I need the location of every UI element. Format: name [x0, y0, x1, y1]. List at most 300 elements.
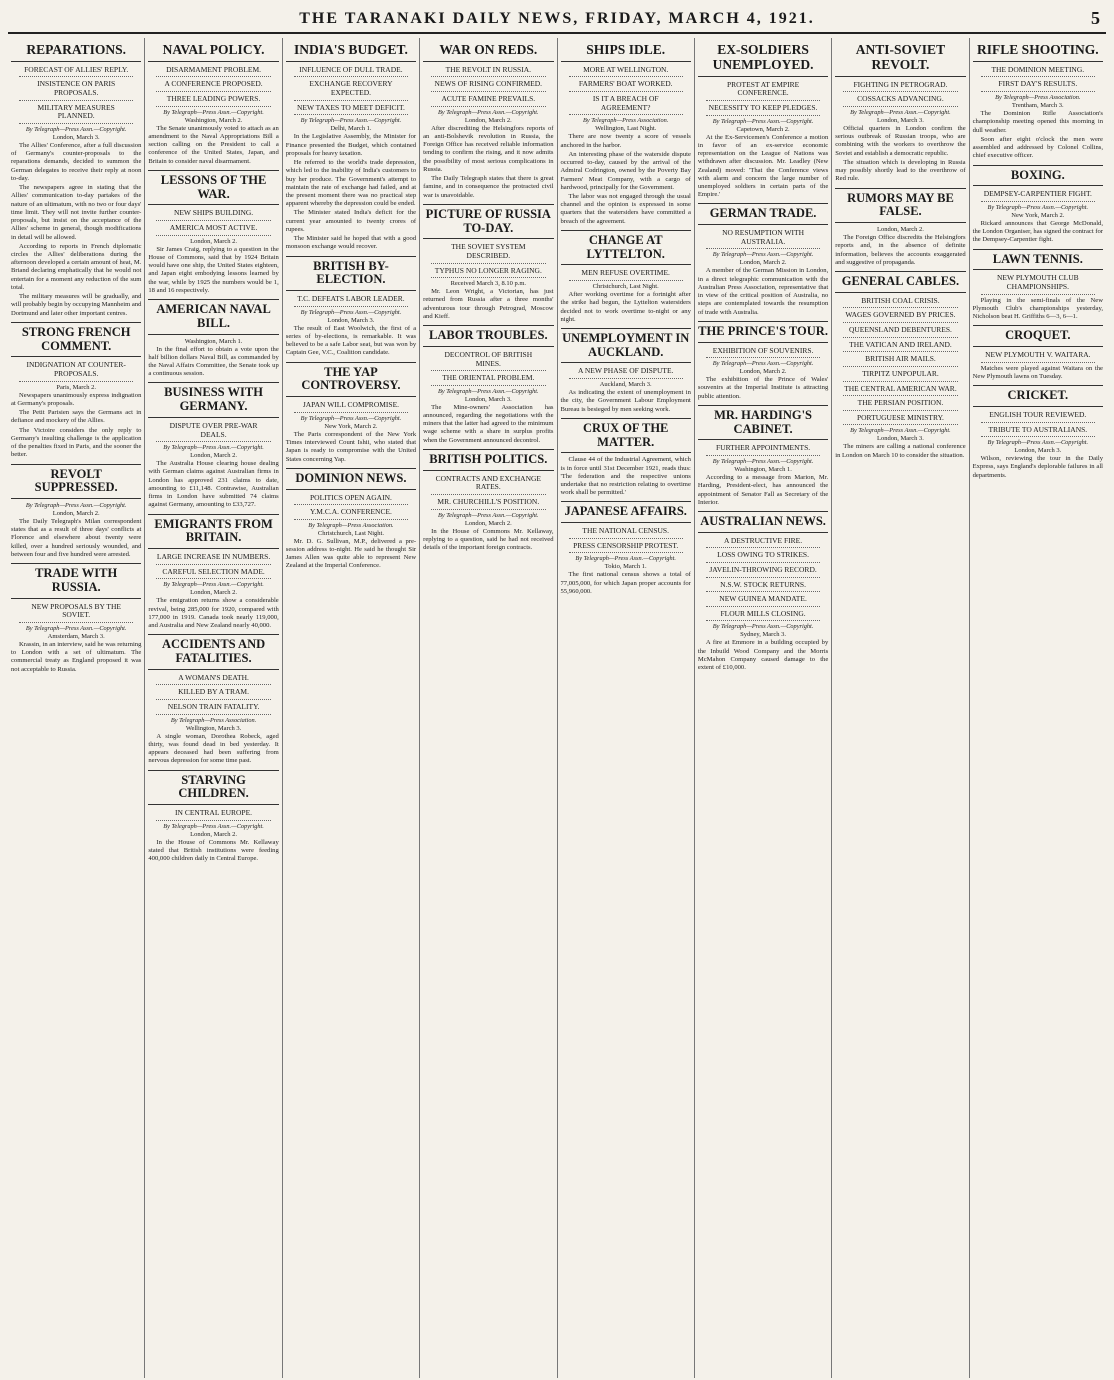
article-subheading: NEW SHIPS BUILDING. — [156, 208, 270, 221]
article-dateline: London, March 3. — [876, 435, 924, 443]
article-subheading: THE PERSIAN POSITION. — [843, 398, 957, 411]
article-paragraph: The Daily Telegraph states that there is great famine, and in consequence the protracted civil war is unavoidable. — [423, 175, 554, 199]
article-headline: REVOLT SUPPRESSED. — [11, 464, 141, 500]
article — [286, 40, 416, 252]
article-subheading: NELSON TRAIN FATALITY. — [156, 702, 270, 715]
article-headline: STRONG FRENCH COMMENT. — [11, 322, 141, 358]
article-byline: By Telegraph—Press Assn.—Copyright. — [25, 624, 127, 632]
article — [286, 362, 416, 464]
article-byline: By Telegraph—Press Assn.—Copyright. — [25, 125, 127, 133]
article-paragraph: There are now twenty a score of vessels anchored in the harbor. — [560, 133, 691, 149]
article — [698, 321, 828, 401]
article — [561, 501, 691, 596]
masthead-title: THE TARANAKI DAILY NEWS, FRIDAY, MARCH 4, 1921. — [299, 10, 815, 27]
article-dateline: London, March 2. — [876, 226, 924, 234]
article-subheading: JAPAN WILL COMPROMISE. — [294, 400, 408, 413]
article-body — [698, 639, 828, 672]
article-paragraph: The Minister stated India's deficit for the current year amounted to twenty crores of rupees. — [285, 209, 417, 233]
article — [561, 418, 691, 498]
columns — [8, 38, 1106, 1378]
article-body — [11, 142, 141, 318]
article-byline: By Telegraph—Press Assn.—Copyright. — [300, 117, 402, 125]
article-subheading: THE DOMINION MEETING. — [981, 65, 1095, 78]
article-byline: By Telegraph—Press Assn.—Copyright. — [712, 251, 814, 259]
article-body — [973, 365, 1103, 381]
article-paragraph: A member of the German Mission in London, in a direct telegraphic communication with the Australian Press Association, representative that in view of the critical position of Australia, no steps are contemplated towards the resumption of trade with Australia. — [697, 267, 829, 316]
article-subheading: A DESTRUCTIVE FIRE. — [706, 536, 820, 549]
article-subheading: FIRST DAY'S RESULTS. — [981, 79, 1095, 92]
article-dateline: London, March 2. — [190, 589, 238, 597]
article-headline: PICTURE OF RUSSIA TO-DAY. — [423, 204, 553, 240]
article-subheading: MR. CHURCHILL'S POSITION. — [431, 497, 545, 510]
article-subheading: NEW PLYMOUTH V. WAITARA. — [981, 350, 1095, 363]
article-headline: CRICKET. — [973, 385, 1103, 407]
article-paragraph: After discrediting the Helsingfors reports of an anti-Bolshevik revolution in Russia, the Foreign Office has received reliable information tending to confirm the rising, and it now admits the possibility of most serious complications in Russia. — [423, 124, 554, 173]
article-subheading: FURTHER APPOINTMENTS. — [706, 443, 820, 456]
article-subheading: EXHIBITION OF SOUVENIRS. — [706, 346, 820, 359]
article-dateline: Delhi, March 1. — [330, 125, 372, 133]
article-paragraph: At the Ex-Servicemen's Conference a motion in favor of an ex-service economic representation on the League of Nations was withdrawn after discussion. Mr. Leadley (New Zealand) moved: 'That the Conference views with alarm and concern the large number of unemployed soldiers in certain parts of the Empire.' — [697, 133, 829, 199]
article-body — [286, 325, 416, 358]
article — [11, 40, 141, 318]
article-subheading: A CONFERENCE PROPOSED. — [156, 79, 270, 92]
article-dateline: London, March 3. — [876, 116, 924, 124]
article-headline: EMIGRANTS FROM BRITAIN. — [148, 514, 278, 550]
article-subheading: MILITARY MEASURES PLANNED. — [19, 103, 133, 124]
article-dateline: Washington, March 1. — [734, 466, 792, 474]
article-subheading: A WOMAN'S DEATH. — [156, 673, 270, 686]
article-dateline: Capetown, March 2. — [736, 125, 790, 133]
article-subheading: THREE LEADING POWERS. — [156, 94, 270, 107]
article-subheading: NEW PROPOSALS BY THE SOVIET. — [19, 602, 133, 623]
article-dateline: Amsterdam, March 3. — [47, 632, 105, 640]
article-subheading: Y.M.C.A. CONFERENCE. — [294, 507, 408, 520]
article-byline: By Telegraph—Press Assn.—Copyright. — [987, 203, 1089, 211]
article-subheading: DECONTROL OF BRITISH MINES. — [431, 350, 545, 371]
article-paragraph: The result of East Woolwich, the first of a series of by-elections, is remarkable. It was believed to be a safe Labor seat, but was won by Captain Gee, V.C., Coalition candidate. — [285, 324, 417, 357]
article-subheading: IS IT A BREACH OF AGREEMENT? — [569, 94, 683, 115]
article-subheading: EXCHANGE RECOVERY EXPECTED. — [294, 79, 408, 100]
article-subheading: INSISTENCE ON PARIS PROPOSALS. — [19, 79, 133, 100]
article-subheading: TIRPITZ UNPOPULAR. — [843, 369, 957, 382]
article-body — [286, 431, 416, 464]
article-headline: CROQUET. — [973, 325, 1103, 347]
article — [973, 165, 1103, 245]
article — [561, 40, 691, 226]
article-headline: THE YAP CONTROVERSY. — [286, 362, 416, 398]
article — [11, 322, 141, 460]
article-subheading: ENGLISH TOUR REVIEWED. — [981, 410, 1095, 423]
article-headline: RIFLE SHOOTING. — [973, 40, 1103, 62]
article-dateline: New York, March 2. — [1011, 211, 1065, 219]
article-byline: By Telegraph—Press Assn.—Copyright. — [163, 822, 264, 830]
article-headline: LESSONS OF THE WAR. — [148, 170, 278, 206]
article — [423, 40, 553, 200]
article-paragraph: Wilson, reviewing the tour in the Daily Express, says England's deplorable failures in all departments. — [972, 455, 1103, 479]
article — [835, 40, 965, 184]
article — [148, 40, 278, 166]
article-subheading: FARMERS' BOAT WORKED. — [569, 79, 683, 92]
column-4 — [420, 38, 557, 1378]
article-subheading: ACUTE FAMINE PREVAILS. — [431, 94, 545, 107]
article-paragraph: A single woman, Dorothea Robeck, aged thirty, was found dead in bed yesterday. It appears deceased had been suffering from nervous depression for some time past. — [148, 732, 279, 765]
article-subheading: NEW TAXES TO MEET DEFICIT. — [294, 103, 408, 116]
article-dateline: London, March 3. — [464, 395, 512, 403]
article-byline: By Telegraph—Press Assn.—Copyright. — [712, 623, 814, 631]
article-paragraph: The Dominion Rifle Association's championship meeting opened this morning in dull weather. — [972, 110, 1103, 134]
article-byline: By Telegraph—Press Assn.—Copyright. — [163, 108, 264, 116]
article-subheading: LARGE INCREASE IN NUMBERS. — [156, 552, 270, 565]
article-body — [561, 133, 691, 226]
article-dateline: Christchurch, Last Night. — [317, 529, 384, 537]
article-paragraph: The Minister said he hoped that with a good monsoon exchange would recover. — [285, 235, 417, 251]
article-headline: MR. HARDING'S CABINET. — [698, 405, 828, 441]
article-subheading: THE NATIONAL CENSUS. — [569, 526, 683, 539]
column-5 — [558, 38, 695, 1378]
article-dateline: London, March 2. — [739, 368, 787, 376]
article — [835, 188, 965, 267]
article-body — [148, 460, 278, 509]
article-paragraph: The miners are calling a national conference in London on March 10 to consider the situation. — [835, 443, 966, 459]
article-subheading: FIGHTING IN PETROGRAD. — [843, 80, 957, 93]
article-byline: By Telegraph—Press Assn.—Copyright. — [712, 360, 814, 368]
article-subheading: BRITISH AIR MAILS. — [843, 354, 957, 367]
article-subheading: FLOUR MILLS CLOSING. — [706, 609, 820, 622]
article-dateline: London, March 2. — [739, 259, 787, 267]
article-subheading: THE ORIENTAL PROBLEM. — [431, 373, 545, 386]
article-dateline: Tokio, March 1. — [604, 563, 647, 571]
article-byline: By Telegraph—Press Assn.—Copyright. — [163, 444, 264, 452]
article-body — [561, 291, 691, 324]
article-paragraph: He referred to the world's trade depression, which led to the inability of India's customers to buy her produce. The Government's attempt to maintain the rate of exchange had failed, and at the present moment there was no practical step apparent whereby the depression could be ended. — [285, 159, 417, 208]
article-subheading: TRIBUTE TO AUSTRALIANS. — [981, 425, 1095, 438]
article-subheading: THE CENTRAL AMERICAN WAR. — [843, 384, 957, 397]
article-body — [11, 392, 141, 460]
column-8 — [970, 38, 1106, 1378]
article-byline: By Telegraph—Press Assn.—Copyright. — [987, 439, 1089, 447]
article-body — [423, 125, 553, 200]
article-byline: By Telegraph—Press Assn.—Copyright. — [850, 108, 951, 116]
article-subheading: AMERICA MOST ACTIVE. — [156, 223, 270, 236]
article — [973, 385, 1103, 480]
article-byline: By Telegraph—Press Assn.—Copyright. — [300, 308, 402, 316]
article-paragraph: According to reports in French diplomatic circles the Allies' deliberations during the afternoon developed a certain amount of heat, M. Briand declaring emphatically that he would not entertain for a moment any reduction of the sum total. — [11, 242, 142, 291]
article-headline: GENERAL CABLES. — [835, 271, 965, 293]
article — [561, 230, 691, 324]
article-byline: By Telegraph—Press Association. — [995, 94, 1081, 102]
article — [561, 328, 691, 414]
article-paragraph: In the House of Commons Mr. Kellaway, replying to a question, said he had not received details of the important foreign contracts. — [423, 527, 554, 552]
article-body — [973, 455, 1103, 480]
article-headline: AMERICAN NAVAL BILL. — [148, 299, 278, 335]
article-dateline: Wellington, Last Night. — [595, 125, 657, 133]
article-headline: CRUX OF THE MATTER. — [561, 418, 691, 454]
article — [973, 325, 1103, 381]
article-byline: By Telegraph—Press Assn.—Copyright. — [438, 387, 539, 395]
article — [423, 204, 553, 321]
article-headline: THE PRINCE'S TOUR. — [698, 321, 828, 343]
article — [148, 770, 278, 864]
article — [973, 40, 1103, 161]
article-paragraph: Mr. D. G. Sullivan, M.P., delivered a pre-session address to-night. He said he thought Sir James Allen was quite able to represent New Zealand at the Imperial Conference. — [285, 537, 417, 570]
article-subheading: BRITISH COAL CRISIS. — [843, 296, 957, 309]
article-paragraph: After working overtime for a fortnight after the strike had begun, the Lyttelton watersiders decided not to work overtime to-night or any night. — [560, 291, 691, 323]
article-subheading: PORTUGUESE MINISTRY. — [843, 413, 957, 426]
article-body — [973, 220, 1103, 245]
article-paragraph: A fire at Emmore in a building occupied by the Inbuild Wood Company and the Morris McMahon Company caused damage to the extent of £10,000. — [697, 639, 829, 672]
article — [148, 299, 278, 378]
article — [698, 40, 828, 199]
article-headline: LAWN TENNIS. — [973, 249, 1103, 271]
article-headline: BUSINESS WITH GERMANY. — [148, 382, 278, 418]
article-body — [286, 133, 416, 251]
article-body — [148, 597, 278, 630]
article-byline: By Telegraph—Press Association. — [583, 117, 669, 125]
article — [148, 170, 278, 295]
article-headline: WAR ON REDS. — [423, 40, 553, 62]
column-2 — [145, 38, 282, 1378]
article-body — [423, 528, 553, 553]
article-body — [835, 443, 965, 459]
article-paragraph: The labor was not engaged through the usual channel and the opinion is expressed in some quarters that the watersiders have committed a breach of the agreement. — [560, 192, 691, 225]
article-dateline: Trentham, March 3. — [1011, 102, 1064, 110]
article-paragraph: Krassin, in an interview, said he was returning to London with a set of ultimatum. The commercial treaty as England proposed it was not acceptable to Russia. — [11, 640, 142, 673]
article-headline: TRADE WITH RUSSIA. — [11, 563, 141, 599]
article-dateline: London, March 3. — [1014, 447, 1062, 455]
article-byline: By Telegraph—Press Assn.—Copyright. — [163, 581, 264, 589]
article-dateline: Received March 3, 8.10 p.m. — [450, 280, 527, 288]
article — [835, 271, 965, 460]
article-paragraph: Newspapers unanimously express indignation at Germany's proposals. — [11, 391, 142, 407]
article-subheading: N.S.W. STOCK RETURNS. — [706, 580, 820, 593]
article — [423, 325, 553, 445]
article-paragraph: Matches were played against Waitara on the New Plymouth lawns on Tuesday. — [972, 364, 1103, 380]
article-headline: RUMORS MAY BE FALSE. — [835, 188, 965, 224]
article-dateline: London, March 2. — [190, 237, 238, 245]
article — [698, 405, 828, 507]
article-paragraph: The Petit Parisien says the Germans act in defiance and mockery of the Allies. — [11, 409, 142, 425]
article-headline: UNEMPLOYMENT IN AUCKLAND. — [561, 328, 691, 364]
article-paragraph: Soon after eight o'clock the men were assembled and addressed by Colonel Collins, chief executive officer. — [972, 135, 1103, 160]
article-paragraph: Clause 44 of the Industrial Agreement, which is in force until 31st December 1921, reads thus: 'The federation and the respective unions undertake that no restriction relating to overtime work shall be permitted.' — [560, 456, 691, 497]
article-paragraph: In the Legislative Assembly, the Minister for Finance presented the Budget, which contained proposals for heavy taxation. — [285, 133, 417, 157]
article-body — [698, 474, 828, 507]
article-subheading: PROTEST AT EMPIRE CONFERENCE. — [706, 80, 820, 101]
article-dateline: Washington, March 1. — [184, 337, 243, 345]
article-subheading: CAREFUL SELECTION MADE. — [156, 567, 270, 580]
article-paragraph: According to a message from Marion, Mr. Harding, President-elect, has announced the appointment of Senator Fall as Secretary of the Interior. — [697, 474, 829, 506]
page-number: 5 — [1091, 8, 1100, 28]
masthead — [8, 6, 1106, 34]
article-headline: BOXING. — [973, 165, 1103, 187]
article-body — [835, 125, 965, 184]
article-subheading: DEMPSEY-CARPENTIER FIGHT. — [981, 189, 1095, 202]
article-body — [698, 134, 828, 200]
article-subheading: NEWS OF RISING CONFIRMED. — [431, 79, 545, 92]
article-paragraph: The first national census shows a total of 77,005,000, for which Japan proper accounts for 55,960,000. — [560, 571, 691, 595]
article-byline: By Telegraph—Press Assn.—Copyright. — [712, 117, 814, 125]
article — [973, 249, 1103, 322]
article-subheading: THE SOVIET SYSTEM DESCRIBED. — [431, 242, 545, 263]
article-subheading: WAGES GOVERNED BY PRICES. — [843, 310, 957, 323]
article-subheading: DISPUTE OVER PRE-WAR DEALS. — [156, 421, 270, 442]
article-byline: By Telegraph—Press Assn.—Copyright. — [712, 458, 814, 466]
article-subheading: DISARMAMENT PROBLEM. — [156, 65, 270, 78]
article-dateline: Auckland, March 3. — [599, 381, 652, 389]
article-headline: NAVAL POLICY. — [148, 40, 278, 62]
article-dateline: London, March 2. — [190, 830, 238, 838]
article-subheading: INFLUENCE OF DULL TRADE. — [294, 65, 408, 78]
article-body — [973, 110, 1103, 160]
article-dateline: New York, March 2. — [324, 422, 378, 430]
article-subheading: JAVELIN-THROWING RECORD. — [706, 565, 820, 578]
article-subheading: PRESS CENSORSHIP PROTEST. — [569, 541, 683, 554]
article-body — [423, 404, 553, 445]
article-headline: ACCIDENTS AND FATALITIES. — [148, 634, 278, 670]
article-paragraph: In the House of Commons Mr. Kellaway stated that British institutions were feeding 400,000 children daily in Central Europe. — [148, 838, 279, 863]
article-paragraph: Sir James Craig, replying to a question in the House of Commons, said that by 1924 Britain would have one ship, the United States eighteen, and Japan eight embodying lessons learned by the war, while by 1925 the numbers would be 1, 18 and 16 respectively. — [148, 245, 279, 294]
article-body — [11, 641, 141, 674]
article — [286, 256, 416, 358]
article-body — [11, 518, 141, 559]
article-subheading: MEN REFUSE OVERTIME. — [569, 268, 683, 281]
article-headline: STARVING CHILDREN. — [148, 770, 278, 806]
article-paragraph: As indicating the extent of unemployment in the city, the Government Labour Employment Bureau is besieged by men seeking work. — [560, 389, 691, 413]
article-subheading: THE VATICAN AND IRELAND. — [843, 340, 957, 353]
article-byline: By Telegraph—Press Association. — [308, 521, 394, 529]
article-headline: GERMAN TRADE. — [698, 203, 828, 225]
article-paragraph: The Daily Telegraph's Milan correspondent states that as a result of three days' conflicts at Florence and elsewhere about twenty were killed, over a hundred seriously wounded, and between four and five hundred were arrested. — [11, 518, 142, 558]
article-headline: SHIPS IDLE. — [561, 40, 691, 62]
article-subheading: QUEENSLAND DEBENTURES. — [843, 325, 957, 338]
article-byline: By Telegraph—Press Association. — [170, 716, 257, 724]
article-subheading: INDIGNATION AT COUNTER-PROPOSALS. — [19, 360, 133, 381]
article-headline: DOMINION NEWS. — [286, 468, 416, 490]
article-paragraph: The newspapers agree in stating that the Allies' communication to-day partakes of the nature of an ultimatum, with no two or four days' time limit. They will not invite further counter-proposals, but insist on the acceptance of the Allies' scheme in general, though modifications in detail will be allowed. — [11, 184, 142, 241]
article-paragraph: Playing in the semi-finals of the New Plymouth Club's championships yesterday, Nicholson beat H. Griffiths 6—3, 6—1. — [972, 296, 1103, 321]
article-subheading: T.C. DEFEATS LABOR LEADER. — [294, 294, 408, 307]
article-paragraph: The Senate unanimously voted to attach as an amendment to the Naval Appropriations Bill a section calling on the President to call a conference of the United States, Japan, and Britain to consider naval disarmament. — [148, 124, 279, 165]
article-body — [148, 733, 278, 766]
column-7 — [832, 38, 969, 1378]
article-headline: ANTI-SOVIET REVOLT. — [835, 40, 965, 77]
article-body — [835, 234, 965, 267]
article-byline: By Telegraph—Press Assn.—Copyright. — [438, 511, 539, 519]
article-headline: BRITISH BY-ELECTION. — [286, 256, 416, 292]
article-paragraph: The Victoire considers the only reply to Germany's insulting challenge is the application of the penalties fixed in Paris, and the sooner the better. — [11, 426, 142, 459]
article-dateline: London, March 2. — [464, 116, 512, 124]
article-body — [148, 839, 278, 864]
article-byline: By Telegraph—Press Assn.—Copyright. — [438, 108, 539, 116]
article-paragraph: The exhibition of the Prince of Wales' souvenirs at the Imperial Institute is attracting public attention. — [697, 376, 829, 400]
article-byline: By Telegraph—Press Assn.—Copyright. — [850, 427, 951, 435]
article-body — [148, 246, 278, 295]
article-dateline: Paris, March 2. — [56, 383, 97, 391]
article-headline: JAPANESE AFFAIRS. — [561, 501, 691, 523]
article-headline: AUSTRALIAN NEWS. — [698, 511, 828, 533]
article-body — [286, 538, 416, 571]
article-body — [973, 297, 1103, 322]
article-subheading: KILLED BY A TRAM. — [156, 687, 270, 700]
article-subheading: NEW GUINEA MANDATE. — [706, 594, 820, 607]
article-headline: REPARATIONS. — [11, 40, 141, 62]
article-paragraph: The Paris correspondent of the New York Times interviewed Count Ishii, who stated that Japan is ready to compromise with the United States concerning Yap. — [285, 430, 417, 463]
article-byline: By Telegraph—Press Assn.—Copyright. — [300, 414, 402, 422]
article-dateline: Washington, March 2. — [184, 116, 243, 124]
column-1 — [8, 38, 145, 1378]
article-dateline: Sydney, March 3. — [740, 631, 786, 639]
article-headline: BRITISH POLITICS. — [423, 449, 553, 471]
article-body — [561, 456, 691, 497]
article-headline: EX-SOLDIERS UNEMPLOYED. — [698, 40, 828, 77]
article-paragraph: An interesting phase of the waterside dispute occurred to-day, caused by the arrival of the Admiral Codrington, owned by the Poverty Bay Farmers' Meat Company, with a cargo of hardwood, principally for the Government. — [560, 150, 691, 191]
article-subheading: COSSACKS ADVANCING. — [843, 94, 957, 107]
article-dateline: London, March 3. — [52, 133, 100, 141]
article-paragraph: The Australia House clearing house dealing with German claims against Australian firms in London has approved 231 claims to date, amounting to £11,148. Contrawise, Australian firms in London have submitted 74 claims against Germany, amounting to £33,727. — [148, 460, 279, 509]
article-headline: CHANGE AT LYTTELTON. — [561, 230, 691, 266]
article-body — [561, 571, 691, 596]
article — [286, 468, 416, 571]
article-subheading: A NEW PHASE OF DISPUTE. — [569, 366, 683, 379]
column-3 — [283, 38, 420, 1378]
article-subheading: POLITICS OPEN AGAIN. — [294, 493, 408, 506]
article-dateline: Christchurch, Last Night. — [592, 283, 659, 291]
article-body — [423, 288, 553, 321]
article-headline: LABOR TROUBLES. — [423, 325, 553, 347]
article-byline: By Telegraph—Press Assn.—Copyright. — [575, 555, 676, 563]
article-dateline: London, March 3. — [327, 316, 375, 324]
article-byline: By Telegraph—Press Assn.—Copyright. — [25, 502, 127, 510]
article — [698, 511, 828, 672]
article-subheading: CONTRACTS AND EXCHANGE RATES. — [431, 474, 545, 495]
article-subheading: IN CENTRAL EUROPE. — [156, 808, 270, 821]
column-6 — [695, 38, 832, 1378]
article-paragraph: Official quarters in London confirm the serious outbreak of Russian troops, who are combining with the workers to overthrow the Soviet and establish a democratic republic. — [835, 124, 966, 157]
article-subheading: NECESSITY TO KEEP PLEDGES. — [706, 103, 820, 116]
article-subheading: NEW PLYMOUTH CLUB CHAMPIONSHIPS. — [981, 273, 1095, 294]
article-subheading: LOSS OWING TO STRIKES. — [706, 550, 820, 563]
article-subheading: TYPHUS NO LONGER RAGING. — [431, 266, 545, 279]
article-dateline: London, March 2. — [464, 519, 512, 527]
article-subheading: FORECAST OF ALLIES' REPLY. — [19, 65, 133, 78]
article-headline: INDIA'S BUDGET. — [286, 40, 416, 62]
article — [423, 449, 553, 552]
article-paragraph: The situation which is developing in Russia may possibly shortly lead to the overthrow of Red rule. — [835, 158, 966, 183]
article-paragraph: Mr. Leon Wright, a Victorian, has just returned from Russia after a three months' adventurous tour through Petrograd, Moscow and Kieff. — [423, 288, 554, 320]
article — [148, 634, 278, 765]
article-body — [698, 267, 828, 316]
article-body — [561, 389, 691, 414]
article-subheading: NO RESUMPTION WITH AUSTRALIA. — [706, 228, 820, 249]
article-paragraph: In the final effort to obtain a vote upon the half billion dollars Naval Bill, as commanded by the Naval Affairs Committee, the Senate took up a continuous session. — [148, 345, 279, 378]
article-paragraph: The military measures will be gradually, and will probably begin by occupying Mannheim and Dortmund and later other important centres. — [11, 293, 142, 317]
article-body — [698, 376, 828, 401]
article-subheading: THE REVOLT IN RUSSIA. — [431, 65, 545, 78]
article-subheading: MORE AT WELLINGTON. — [569, 65, 683, 78]
article-paragraph: The emigration returns show a considerable revival, being 285,000 for 1920, compared with 177,000 in 1919. Canada took nearly 119,000, and Australia and New Zealand nearly 40,000. — [148, 597, 279, 630]
article-body — [148, 125, 278, 166]
article — [698, 203, 828, 316]
article-dateline: London, March 2. — [52, 510, 100, 518]
article-dateline: London, March 2. — [190, 452, 238, 460]
article-paragraph: Rickard announces that George McDonald, the London Organiser, has signed the contract for the Dempsey-Carpentier fight. — [972, 219, 1103, 244]
article-paragraph: The Foreign Office discredits the Helsingfors reports and, in the absence of definite information, believes the accounts exaggerated and suggestive of propaganda. — [835, 234, 966, 266]
article-paragraph: The Mine-owners' Association has announced, regarding the negotiations with the miners that the latter had agreed to the minimum wage scheme with a share in surplus profits when the Government announced decontrol. — [423, 403, 554, 444]
article-body — [148, 346, 278, 379]
article-dateline: Wellington, March 3. — [185, 724, 242, 732]
article — [11, 563, 141, 674]
article — [148, 382, 278, 509]
